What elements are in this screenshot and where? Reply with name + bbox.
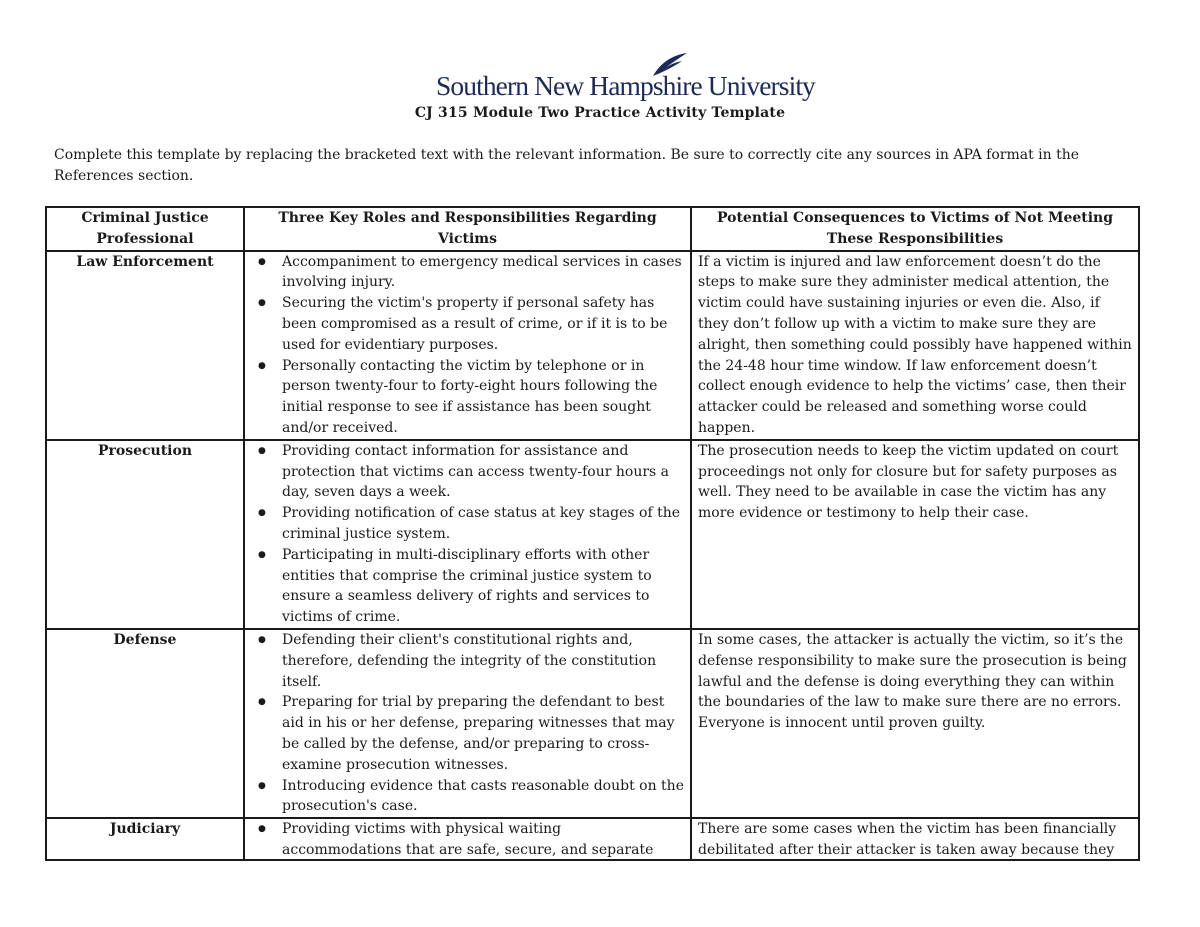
professional-cell xyxy=(46,818,244,860)
roles-list xyxy=(251,819,684,859)
roles-cell xyxy=(244,440,691,629)
column-header-roles: Three Key Roles and Responsibilities Regarding Victims xyxy=(244,207,691,251)
column-header-consequences: Potential Consequences to Victims of Not Meeting These Responsibilities xyxy=(691,207,1139,251)
roles-table xyxy=(45,206,1140,861)
roles-list xyxy=(251,252,684,439)
table-header-row xyxy=(46,207,1139,251)
consequences-clip xyxy=(698,819,1132,859)
instructions-text: Complete this template by replacing the bracketed text with the relevant information. Be sure to correctly cite any sources in APA format in the References section. xyxy=(54,147,1080,184)
roles-list xyxy=(251,441,684,628)
professional-cell: Law Enforcement xyxy=(46,251,244,440)
consequences-cell xyxy=(691,818,1139,860)
roles-clip xyxy=(251,819,684,859)
column-header-professional: Criminal Justice Professional xyxy=(46,207,244,251)
document-title: CJ 315 Module Two Practice Activity Template xyxy=(414,105,786,121)
professional-label: Judiciary xyxy=(109,821,181,838)
consequences-cell xyxy=(691,440,1139,629)
table-row xyxy=(46,251,1139,440)
table-row xyxy=(46,629,1139,818)
consequences-cell xyxy=(691,251,1139,440)
role-item: ● Providing victims with physical waiting accommodations that are safe, secure, and separate xyxy=(282,819,684,859)
consequences-text: The prosecution needs to keep the victim updated on court proceedings not only for closure but for safety purposes as well. They need to be available in case the victim has any more evidence or testimony to help their case. xyxy=(698,442,1119,522)
roles-cell xyxy=(244,629,691,818)
role-item: ● Preparing for trial by preparing the defendant to best aid in his or her defense, preparing witnesses that may be called by the defense, and/or preparing to cross-examine prosecution witnesses. xyxy=(282,692,684,775)
role-item: ● Providing contact information for assistance and protection that victims can access twenty-four hours a day, seven days a week. xyxy=(282,441,684,503)
university-logo xyxy=(436,52,815,102)
table-row xyxy=(46,818,1139,860)
role-item: ● Participating in multi-disciplinary efforts with other entities that comprise the criminal justice system to ensure a seamless delivery of rights and services to victims of crime. xyxy=(282,545,684,628)
role-item: ● Providing notification of case status at key stages of the criminal justice system. xyxy=(282,503,684,545)
role-item: ● Accompaniment to emergency medical services in cases involving injury. xyxy=(282,252,684,294)
consequences-text: In some cases, the attacker is actually the victim, so it’s the defense responsibility to make sure the prosecution is being lawful and the defense is doing everything they can within the boundaries of the law to make sure there are no errors. Everyone is innocent until proven guilty. xyxy=(698,631,1127,732)
university-wordmark: Southern New Hampshire University xyxy=(436,70,815,101)
role-item: ● Securing the victim's property if personal safety has been compromised as a result of crime, or if it is to be used for evidentiary purposes. xyxy=(282,293,684,355)
table-row xyxy=(46,440,1139,629)
consequences-text: There are some cases when the victim has been financially debilitated after their attacker is taken away because they xyxy=(698,821,1117,858)
professional-cell: Defense xyxy=(46,629,244,818)
role-item: ● Introducing evidence that casts reasonable doubt on the prosecution's case. xyxy=(282,776,684,818)
roles-cell xyxy=(244,818,691,860)
quill-icon xyxy=(649,52,689,78)
professional-cell: Prosecution xyxy=(46,440,244,629)
role-item: ● Personally contacting the victim by telephone or in person twenty-four to forty-eight hours following the initial response to see if assistance has been sought and/or received. xyxy=(282,356,684,439)
consequences-text: If a victim is injured and law enforcement doesn’t do the steps to make sure they administer medical attention, the victim could have sustaining injuries or even die. Also, if they don’t follow up with a victim to make sure they are alright, then something could possibly have happened within the 24-48 hour time window. If law enforcement doesn’t collect enough evidence to help the victims’ case, then their attacker could be released and something worse could happen. xyxy=(698,253,1132,436)
roles-cell xyxy=(244,251,691,440)
consequences-cell xyxy=(691,629,1139,818)
roles-list xyxy=(251,630,684,817)
role-item: ● Defending their client's constitutional rights and, therefore, defending the integrity of the constitution itself. xyxy=(282,630,684,692)
